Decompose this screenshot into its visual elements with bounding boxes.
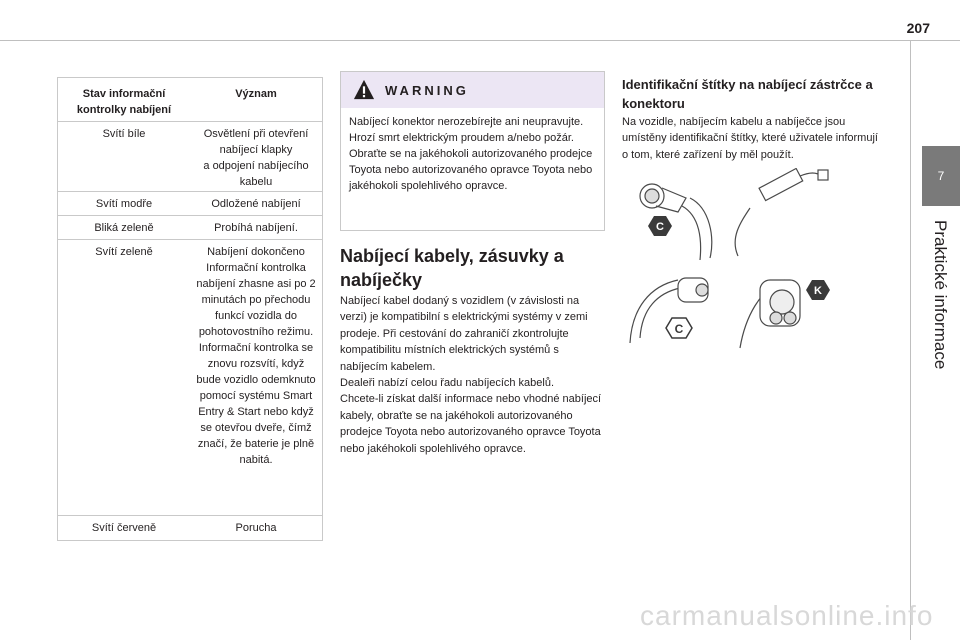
warning-title: WARNING [385,82,469,98]
table-cell-meaning [190,240,322,515]
charging-plug-k [740,280,800,348]
warning-triangle-icon [353,79,375,101]
charging-cable-box [735,168,828,256]
meaning-line: Probíhá nabíjení. [214,222,298,234]
table-header-state: Stav informační kontrolky nabíjení [76,88,172,116]
table-cell-meaning [190,516,322,540]
watermark: carmanualsonline.info [640,600,934,631]
table-row [58,192,322,216]
warning-box [340,71,605,231]
paragraph: Nabíjecí kabel dodaný s vozidlem (v závislosti na verzi) je kompatibilní s elektrickými systémy v zemi prodeje. Při cestování do zahraničí zkontrolujte kompatibilitu místních elektrických systémů s nabíjecím kabelem. [340,295,588,373]
paragraph: Dealeři nabízí celou řadu nabíjecích kabelů. [340,377,555,390]
c-outline-label-text: C [674,322,684,336]
meaning-line: Osvětlení při otevření nabíjecí klapky [203,128,309,156]
page-number: 207 [906,20,930,36]
warning-text: Obraťte se na jakéhokoli autorizovaného prodejce Toyota nebo autorizovaného opravce Toyota nebo jakéhokoli spolehlivého opravce. [349,148,593,192]
chapter-title-text: Praktické informace [931,220,950,370]
table-cell-meaning [190,192,322,215]
table-row [58,516,322,540]
c-label-badge [648,216,672,236]
paragraph: Chcete-li získat další informace nebo vhodné nabíjecí kabely, obraťte se na jakéhokoli autorizovaného prodejce Toyota nebo autorizovaného opravce Toyota nebo jakéhokoli spolehlivého opravce. [340,393,602,455]
table-header-row [58,78,322,122]
table-cell-state: Svítí bíle [102,128,146,140]
warning-text: Nabíjecí konektor nerozebírejte ani neupravujte. Hrozí smrt elektrickým proudem a/nebo požár. [349,116,584,144]
table-cell-state: Svítí modře [95,198,153,210]
table-row [58,240,322,516]
table-cell-state: Bliká zeleně [94,222,154,234]
meaning-line: Nabíjení dokončeno [207,246,305,258]
indicator-table [57,77,323,541]
connector-label-illustration [620,168,850,358]
k-label-badge [806,280,830,300]
k-label-text: K [814,285,822,297]
c-outline-badge [666,318,692,338]
section-body-cables [340,293,602,457]
meaning-line: a odpojení nabíjecího kabelu [203,160,309,188]
paragraph: Na vozidle, nabíjecím kabelu a nabíječce jsou umístěny identifikační štítky, které uživatele informují o tom, které zařízení by měl použít. [622,116,878,161]
side-divider [910,40,911,640]
table-cell-meaning [190,216,322,239]
c-label-text: C [656,221,664,233]
table-header-meaning: Význam [235,88,277,100]
table-cell-state: Svítí červeně [91,522,157,534]
warning-body [341,108,604,200]
meaning-line: Informační kontrolka nabíjení zhasne asi po 2 minutách po přechodu funkcí vozidla do pohotovostního režimu. [196,262,316,338]
meaning-line: Odložené nabíjení [211,198,301,210]
meaning-line: Informační kontrolka se znovu rozsvítí, když bude vozidlo odemknuto pomocí systému Smart Entry & Start nebo když se otevřou dveře, čímž značí, že baterie je plně nabitá. [196,342,316,466]
header-divider [0,40,960,41]
meaning-line: Porucha [235,522,277,534]
section-heading-cables: Nabíjecí kabely, zásuvky a nabíječky [340,246,564,290]
table-cell-state: Svítí zeleně [95,246,153,258]
chapter-number-tab: 7 [922,146,960,206]
table-cell-meaning [190,122,322,191]
table-row [58,216,322,240]
section-heading-labels: Identifikační štítky na nabíjecí zástrčce a konektoru [622,77,873,111]
section-body-labels [622,114,884,163]
warning-header [341,72,604,108]
table-row [58,122,322,192]
chapter-title [920,220,960,420]
